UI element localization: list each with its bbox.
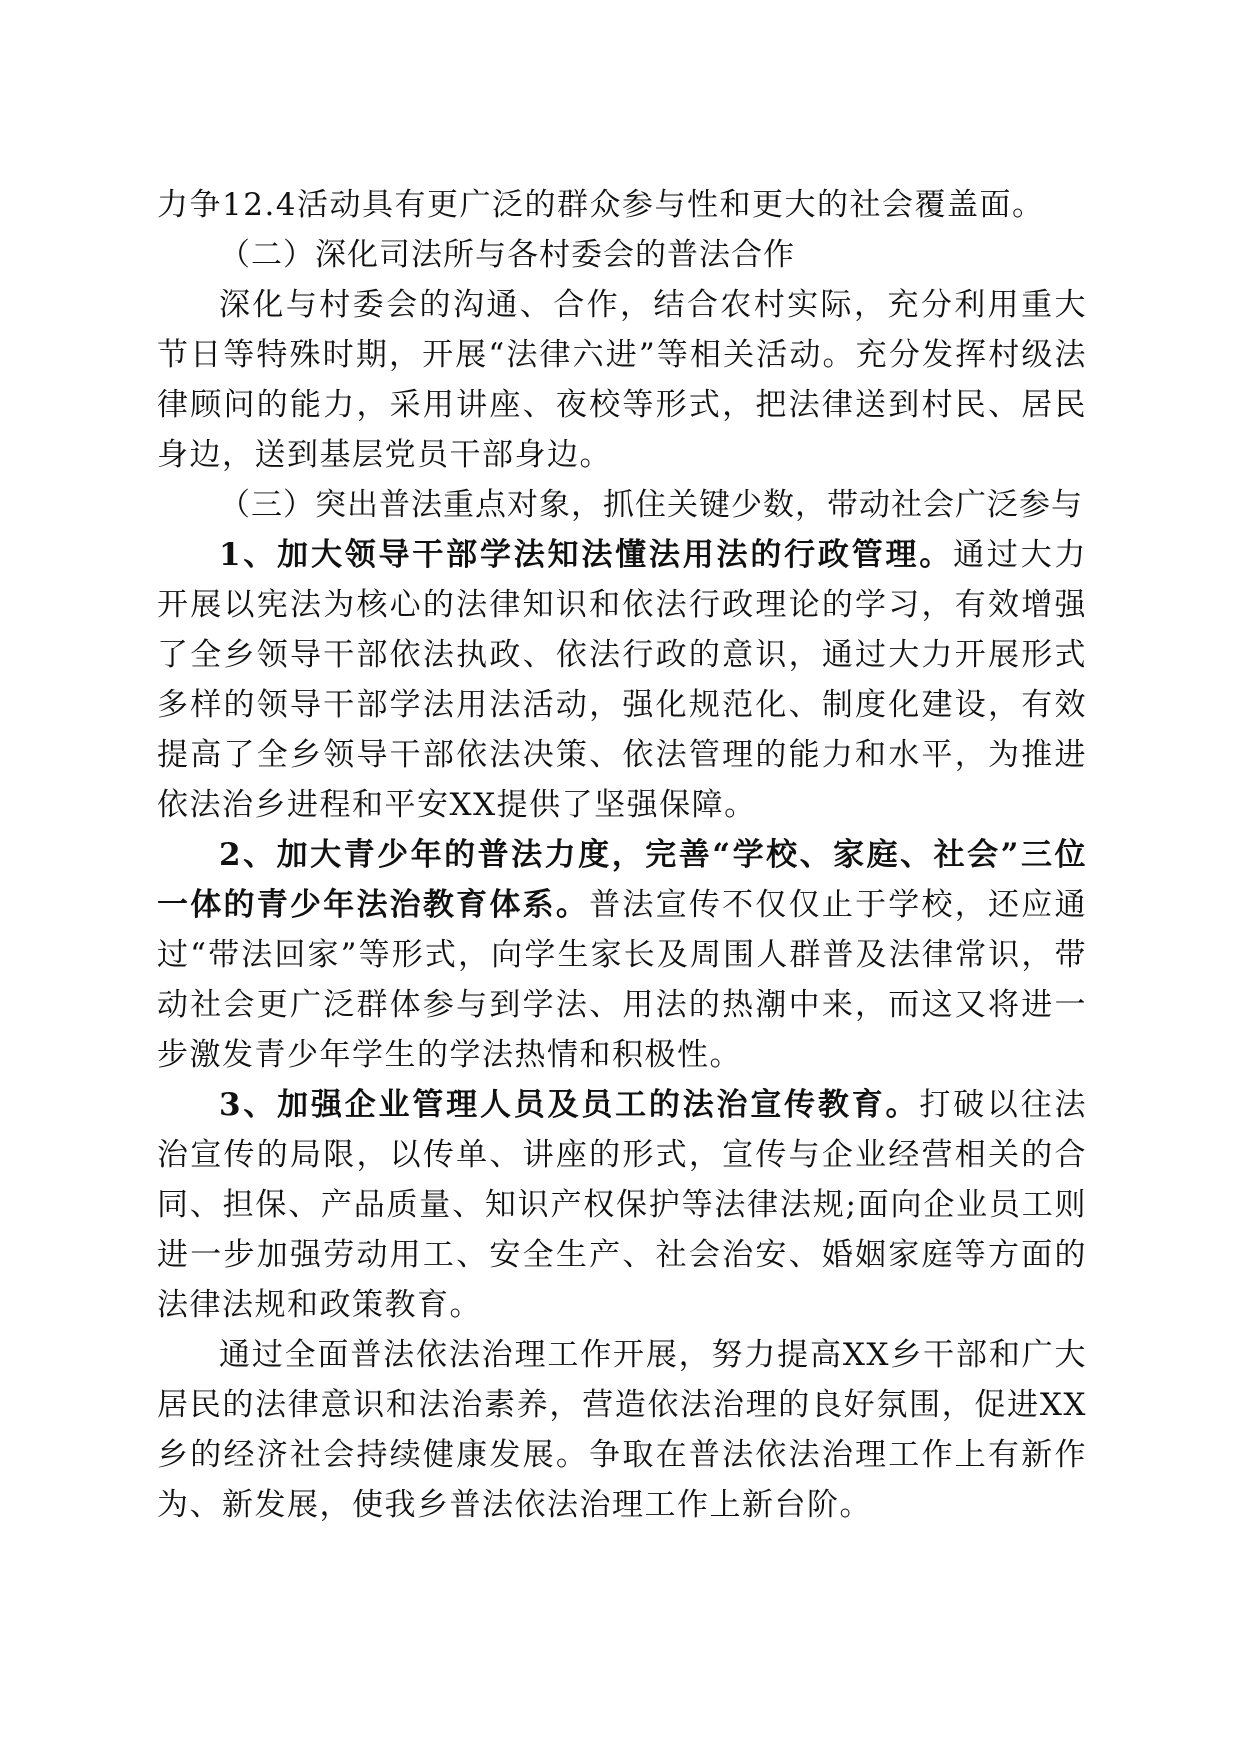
opening-line: 力争12.4活动具有更广泛的群众参与性和更大的社会覆盖面。 — [157, 187, 1045, 223]
item-1-paragraph — [157, 530, 1087, 830]
closing-paragraph: 通过全面普法依法治理工作开展，努力提高XX乡干部和广大居民的法律意识和法治素养，营造依法治理的良好氛围，促进XX乡的经济社会持续健康发展。争取在普法依法治理工作上有新作为、新发展，使我乡普法依法治理工作上新台阶。 — [157, 1337, 1087, 1523]
document-body — [157, 180, 1087, 1530]
section-2-heading: （二）深化司法所与各村委会的普法合作 — [219, 237, 795, 273]
item-1-body: 通过大力开展以宪法为核心的法律知识和依法行政理论的学习，有效增强了全乡领导干部依法执政、依法行政的意识，通过大力开展形式多样的领导干部学法用法活动，强化规范化、制度化建设，有效提高了全乡领导干部依法决策、依法管理的能力和水平，为推进依法治乡进程和平安XX提供了坚强保障。 — [157, 537, 1087, 823]
item-1-lead: 1、加大领导干部学法知法懂法用法的行政管理。 — [219, 537, 954, 573]
section-2-paragraph: 深化与村委会的沟通、合作，结合农村实际，充分利用重大节日等特殊时期，开展“法律六进”等相关活动。充分发挥村级法律顾问的能力，采用讲座、夜校等形式，把法律送到村民、居民身边，送到基层党员干部身边。 — [157, 287, 1087, 473]
item-2-lead: 2、加大青少年的普法力度，完善“学校、家庭、社会”三位一体的青少年法治教育体系。 — [157, 837, 1087, 923]
section-3-heading: （三）突出普法重点对象，抓住关键少数，带动社会广泛参与 — [219, 487, 1083, 523]
item-3-lead: 3、加强企业管理人员及员工的法治宣传教育。 — [219, 1087, 920, 1123]
item-2-paragraph — [157, 830, 1087, 1080]
item-3-body: 打破以往法治宣传的局限，以传单、讲座的形式，宣传与企业经营相关的合同、担保、产品质量、知识产权保护等法律法规;面向企业员工则进一步加强劳动用工、安全生产、社会治安、婚姻家庭等方面的法律法规和政策教育。 — [157, 1087, 1087, 1323]
item-3-paragraph — [157, 1080, 1087, 1330]
item-2-body: 普法宣传不仅仅止于学校，还应通过“带法回家”等形式，向学生家长及周围人群普及法律常识，带动社会更广泛群体参与到学法、用法的热潮中来，而这又将进一步激发青少年学生的学法热情和积极性。 — [157, 887, 1088, 1073]
